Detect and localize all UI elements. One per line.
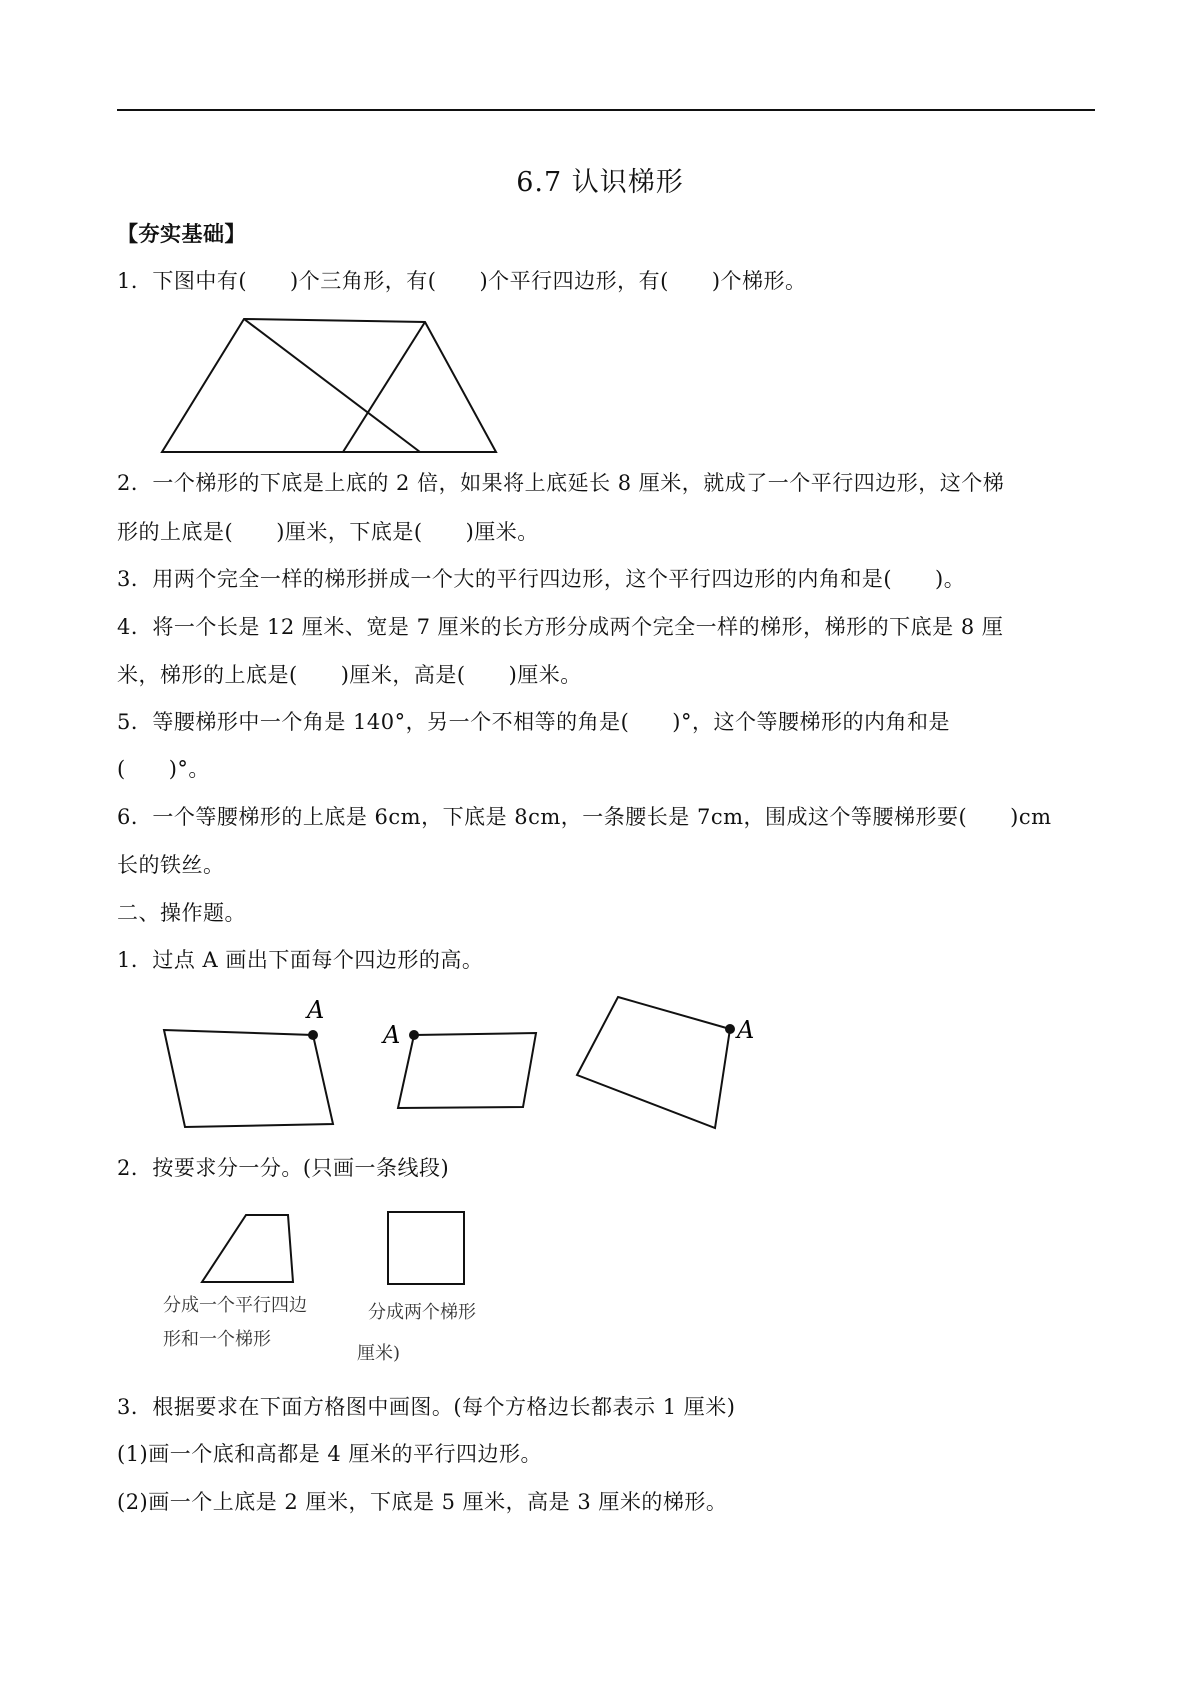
op2-square-shape <box>388 1212 464 1284</box>
question-6-line-1: 6．一个等腰梯形的上底是 6cm，下底是 8cm，一条腰长是 7cm，围成这个等腰梯形要( )cm <box>117 805 1052 829</box>
point-a-label-3: A <box>737 1016 755 1044</box>
section-heading-basic: 【夯实基础】 <box>117 221 246 246</box>
operation-3-part-2: (2)画一个上底是 2 厘米，下底是 5 厘米，高是 3 厘米的梯形。 <box>117 1490 728 1514</box>
op2-figure-2-caption-line-1: 分成两个梯形 <box>368 1302 476 1323</box>
op1-quadrilaterals-figure <box>155 990 765 1140</box>
trapezoid-shape <box>577 997 730 1128</box>
operation-2: 2．按要求分一分。(只画一条线段) <box>117 1156 450 1180</box>
question-4-line-1: 4．将一个长是 12 厘米、宽是 7 厘米的长方形分成两个完全一样的梯形，梯形的下底是 8 厘 <box>117 615 1004 639</box>
question-5-line-2: ( )°。 <box>117 757 210 781</box>
diagonal-line <box>244 319 420 452</box>
operation-3: 3．根据要求在下面方格图中画图。(每个方格边长都表示 1 厘米) <box>117 1395 736 1419</box>
point-a-dot-1 <box>308 1030 318 1040</box>
question-2-line-2: 形的上底是( )厘米，下底是( )厘米。 <box>117 520 539 544</box>
question-3: 3．用两个完全一样的梯形拼成一个大的平行四边形，这个平行四边形的内角和是( )。 <box>117 567 966 591</box>
trapezoid-outline <box>162 319 496 452</box>
point-a-label-1: A <box>307 996 325 1024</box>
question-2-line-1: 2．一个梯形的下底是上底的 2 倍，如果将上底延长 8 厘米，就成了一个平行四边形，这个梯 <box>117 471 1005 495</box>
op2-trapezoid-figure <box>200 1212 295 1287</box>
op2-trapezoid-shape <box>202 1215 293 1282</box>
op2-figure-2-caption-line-2: 厘米) <box>357 1343 401 1364</box>
point-a-label-2: A <box>383 1021 401 1049</box>
q1-trapezoid-figure <box>160 315 500 455</box>
header-rule <box>117 109 1095 111</box>
question-6-line-2: 长的铁丝。 <box>117 853 225 877</box>
rhombus-shape <box>398 1033 536 1108</box>
point-a-dot-3 <box>725 1024 735 1034</box>
question-5-line-1: 5．等腰梯形中一个角是 140°，另一个不相等的角是( )°，这个等腰梯形的内角和是 <box>117 710 951 734</box>
section-heading-operations: 二、操作题。 <box>117 901 246 925</box>
operation-1: 1．过点 A 画出下面每个四边形的高。 <box>117 948 484 972</box>
parallelogram-shape <box>164 1030 333 1127</box>
question-4-line-2: 米，梯形的上底是( )厘米，高是( )厘米。 <box>117 663 582 687</box>
op2-figure-1-caption-line-1: 分成一个平行四边 <box>163 1295 307 1316</box>
slant-line <box>343 322 425 452</box>
point-a-dot-2 <box>409 1030 419 1040</box>
question-1: 1．下图中有( )个三角形，有( )个平行四边形，有( )个梯形。 <box>117 269 807 293</box>
op2-figure-1-caption-line-2: 形和一个梯形 <box>163 1329 271 1350</box>
operation-3-part-1: (1)画一个底和高都是 4 厘米的平行四边形。 <box>117 1442 542 1466</box>
op2-square-figure <box>384 1210 468 1290</box>
page-title: 6.7 认识梯形 <box>516 167 684 198</box>
